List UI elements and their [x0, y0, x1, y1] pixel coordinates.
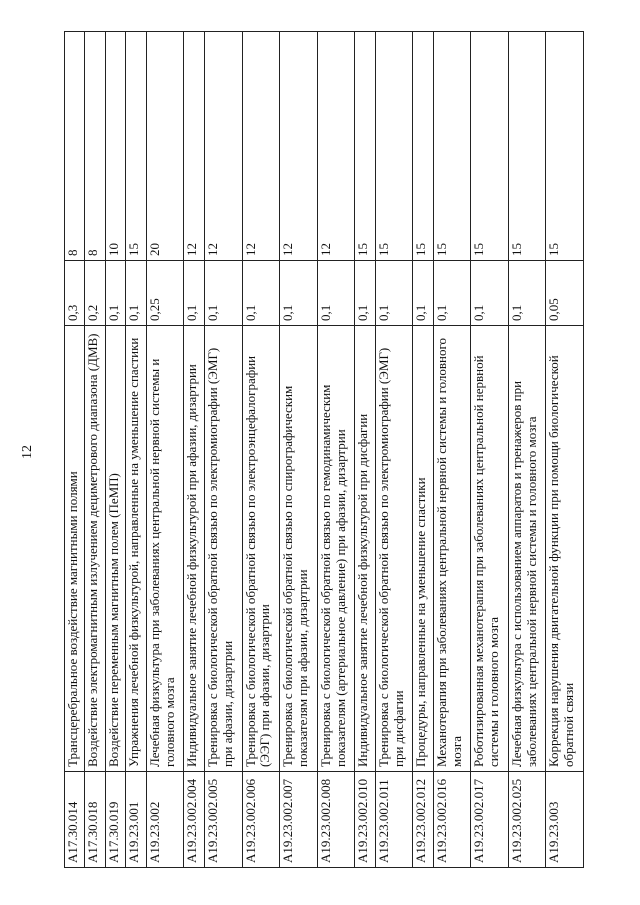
table-row — [413, 32, 433, 868]
frequency-cell: 0,1 — [355, 261, 375, 326]
frequency-cell: 0,1 — [471, 261, 509, 326]
service-name-cell: Механотерапия при заболеваниях центральной нервной системы и головного мозга — [433, 326, 471, 772]
multiplicity-cell: 15 — [126, 32, 146, 261]
multiplicity-cell: 15 — [546, 32, 584, 261]
frequency-cell: 0,05 — [546, 261, 584, 326]
service-name-cell: Тренировка с биологической обратной связью по электроэнцефалографии (ЭЭГ) при афазии, дизартрии — [242, 326, 280, 772]
service-code-cell: A17.30.019 — [105, 772, 125, 868]
frequency-cell: 0,1 — [242, 261, 280, 326]
service-code-cell: A19.23.002.005 — [204, 772, 242, 868]
multiplicity-cell: 15 — [375, 32, 413, 261]
table-row — [317, 32, 355, 868]
service-name-cell: Воздействие переменным магнитным полем (ПеМП) — [105, 326, 125, 772]
service-name-cell: Лечебная физкультура с использованием аппаратов и тренажеров при заболеваниях центральной нервной системы и головного мозга — [508, 326, 546, 772]
services-table — [64, 31, 584, 868]
service-code-cell: A19.23.001 — [126, 772, 146, 868]
service-code-cell: A19.23.002.007 — [280, 772, 318, 868]
multiplicity-cell: 15 — [413, 32, 433, 261]
frequency-cell: 0,25 — [146, 261, 184, 326]
multiplicity-cell: 8 — [85, 32, 105, 261]
rotated-table-container — [64, 32, 584, 868]
frequency-cell: 0,1 — [317, 261, 355, 326]
table-row — [65, 32, 85, 868]
table-row — [375, 32, 413, 868]
multiplicity-cell: 20 — [146, 32, 184, 261]
table-row — [184, 32, 204, 868]
service-code-cell: A17.30.014 — [65, 772, 85, 868]
service-name-cell: Упражнения лечебной физкультурой, направленные на уменьшение спастики — [126, 326, 146, 772]
service-code-cell: A17.30.018 — [85, 772, 105, 868]
frequency-cell: 0,1 — [375, 261, 413, 326]
multiplicity-cell: 8 — [65, 32, 85, 261]
multiplicity-cell: 12 — [204, 32, 242, 261]
table-row — [85, 32, 105, 868]
frequency-cell: 0,1 — [105, 261, 125, 326]
frequency-cell: 0,1 — [280, 261, 318, 326]
page-number: 12 — [20, 445, 35, 459]
multiplicity-cell: 15 — [355, 32, 375, 261]
service-name-cell: Тренировка с биологической обратной связью по спирографическим показателям при афазии, дизартрии — [280, 326, 318, 772]
service-name-cell: Процедуры, направленные на уменьшение спастики — [413, 326, 433, 772]
table-row — [280, 32, 318, 868]
multiplicity-cell: 12 — [184, 32, 204, 261]
service-name-cell: Роботизированная механотерапия при заболеваниях центральной нервной системы и головного мозга — [471, 326, 509, 772]
service-code-cell: A19.23.002.016 — [433, 772, 471, 868]
table-row — [126, 32, 146, 868]
service-name-cell: Лечебная физкультура при заболеваниях центральной нервной системы и головного мозга — [146, 326, 184, 772]
service-code-cell: A19.23.002.010 — [355, 772, 375, 868]
multiplicity-cell: 12 — [317, 32, 355, 261]
service-name-cell: Коррекция нарушения двигательной функции при помощи биологической обратной связи — [546, 326, 584, 772]
service-code-cell: A19.23.002.004 — [184, 772, 204, 868]
service-name-cell: Трансцеребральное воздействие магнитными полями — [65, 326, 85, 772]
multiplicity-cell: 15 — [471, 32, 509, 261]
service-name-cell: Тренировка с биологической обратной связью по электромиографии (ЭМГ) при дисфагии — [375, 326, 413, 772]
service-code-cell: A19.23.002 — [146, 772, 184, 868]
service-code-cell: A19.23.002.025 — [508, 772, 546, 868]
service-code-cell: A19.23.002.011 — [375, 772, 413, 868]
table-row — [355, 32, 375, 868]
multiplicity-cell: 12 — [280, 32, 318, 261]
frequency-cell: 0,2 — [85, 261, 105, 326]
frequency-cell: 0,1 — [433, 261, 471, 326]
service-name-cell: Индивидуальное занятие лечебной физкультурой при афазии, дизартрии — [184, 326, 204, 772]
multiplicity-cell: 15 — [433, 32, 471, 261]
service-name-cell: Воздействие электромагнитным излучением дециметрового диапазона (ДМВ) — [85, 326, 105, 772]
table-row — [471, 32, 509, 868]
service-code-cell: A19.23.003 — [546, 772, 584, 868]
frequency-cell: 0,1 — [204, 261, 242, 326]
table-row — [546, 32, 584, 868]
table-row — [204, 32, 242, 868]
table-row — [146, 32, 184, 868]
frequency-cell: 0,1 — [184, 261, 204, 326]
service-code-cell: A19.23.002.017 — [471, 772, 509, 868]
frequency-cell: 0,3 — [65, 261, 85, 326]
frequency-cell: 0,1 — [413, 261, 433, 326]
service-code-cell: A19.23.002.012 — [413, 772, 433, 868]
service-code-cell: A19.23.002.006 — [242, 772, 280, 868]
service-name-cell: Индивидуальное занятие лечебной физкультурой при дисфагии — [355, 326, 375, 772]
frequency-cell: 0,1 — [508, 261, 546, 326]
table-row — [508, 32, 546, 868]
service-name-cell: Тренировка с биологической обратной связью по электромиографии (ЭМГ) при афазии, дизартрии — [204, 326, 242, 772]
multiplicity-cell: 10 — [105, 32, 125, 261]
table-row — [105, 32, 125, 868]
multiplicity-cell: 15 — [508, 32, 546, 261]
table-row — [242, 32, 280, 868]
service-code-cell: A19.23.002.008 — [317, 772, 355, 868]
service-name-cell: Тренировка с биологической обратной связью по гемодинамическим показателям (артериальное давление) при афазии, дизартрии — [317, 326, 355, 772]
multiplicity-cell: 12 — [242, 32, 280, 261]
frequency-cell: 0,1 — [126, 261, 146, 326]
table-row — [433, 32, 471, 868]
services-table-body — [65, 32, 584, 868]
